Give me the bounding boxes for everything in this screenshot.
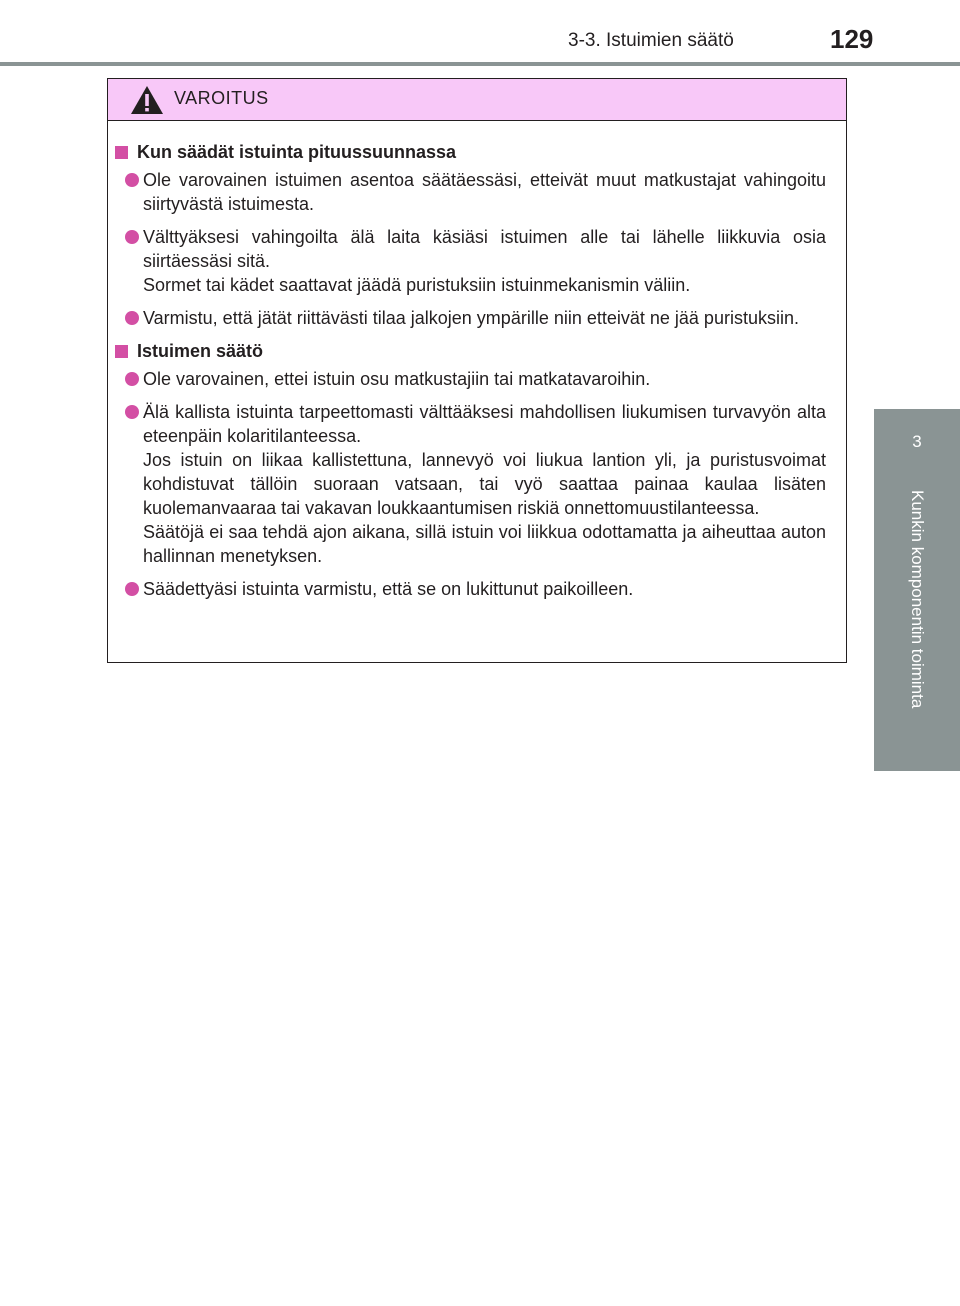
list-item [115, 225, 826, 297]
warning-title: VAROITUS [174, 88, 269, 108]
warning-box [107, 78, 847, 663]
item-text: Ole varovainen istuimen asentoa säätäessäsi, etteivät muut matkustajat vahingoitu siirtyvästä istuimesta. [143, 170, 826, 214]
warning-header [108, 79, 846, 121]
warning-triangle-icon [130, 85, 164, 115]
header-divider [0, 62, 960, 66]
round-bullet-icon [125, 372, 139, 386]
square-bullet-icon [115, 146, 128, 159]
section-heading [115, 339, 826, 363]
item-text: Sormet tai kädet saattavat jäädä puristuksiin istuinmekanismin väliin. [143, 275, 691, 295]
warning-body [108, 121, 846, 601]
list-item [115, 400, 826, 568]
round-bullet-icon [125, 405, 139, 419]
item-text: Säätöjä ei saa tehdä ajon aikana, sillä istuin voi liikkua odottamatta ja aiheuttaa auton hallinnan menetyksen. [143, 522, 826, 566]
section-title: 3-3. Istuimien säätö [568, 30, 734, 51]
chapter-number: 3 [912, 432, 922, 451]
chapter-title: Kunkin komponentin toiminta [908, 490, 927, 709]
item-text: Säädettyäsi istuinta varmistu, että se on lukittunut paikoilleen. [143, 579, 634, 599]
item-text: Älä kallista istuinta tarpeettomasti välttääksesi mahdollisen liukumisen turvavyön alta eteenpäin kolaritilanteessa. [143, 402, 826, 446]
page-number: 129 [830, 24, 874, 54]
section-heading-text: Istuimen säätö [137, 341, 264, 361]
item-text: Jos istuin on liikaa kallistettuna, lannevyö voi liukua lantion yli, ja puristusvoimat kohdistuvat tällöin suoraan vatsaan, tai vyö saattaa painaa kaulaa lisäten kuolemanvaaraa tai vakavan loukkaantumisen riskiä onnettomuustilanteessa. [143, 450, 826, 518]
section-heading [115, 140, 826, 164]
section-heading-text: Kun säädät istuinta pituussuunnassa [137, 142, 457, 162]
round-bullet-icon [125, 311, 139, 325]
list-item [115, 577, 826, 601]
list-item [115, 367, 826, 391]
round-bullet-icon [125, 230, 139, 244]
list-item [115, 168, 826, 216]
round-bullet-icon [125, 582, 139, 596]
square-bullet-icon [115, 345, 128, 358]
item-text: Välttyäksesi vahingoilta älä laita käsiäsi istuimen alle tai lähelle liikkuvia osia siirtäessäsi sitä. [143, 227, 826, 271]
item-text: Varmistu, että jätät riittävästi tilaa jalkojen ympärille niin etteivät ne jää puristuksiin. [143, 308, 799, 328]
list-item [115, 306, 826, 330]
round-bullet-icon [125, 173, 139, 187]
item-text: Ole varovainen, ettei istuin osu matkustajiin tai matkatavaroihin. [143, 369, 651, 389]
